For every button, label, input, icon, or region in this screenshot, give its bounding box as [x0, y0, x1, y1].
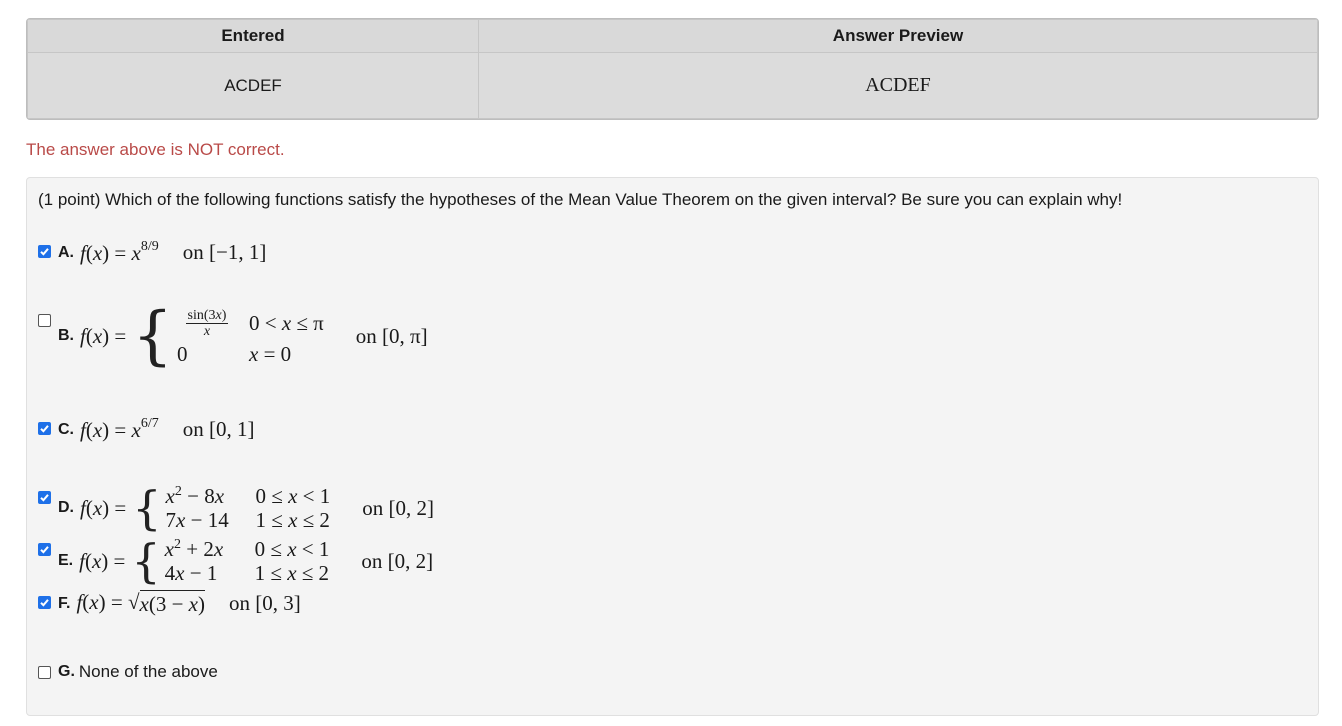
- option-a-formula: $f(x) = x^{8/9}$: [80, 239, 159, 265]
- option-b-interval: on [0, π]: [355, 323, 428, 348]
- option-c-label: C.: [58, 420, 74, 438]
- checkbox-option-a[interactable]: [38, 245, 51, 258]
- checkbox-option-f[interactable]: [38, 596, 51, 609]
- brace-icon: {: [132, 299, 173, 373]
- checkbox-option-e[interactable]: [38, 543, 51, 556]
- option-b-formula: f(x) =: [80, 323, 127, 348]
- option-g-label: G.: [58, 663, 75, 680]
- option-f-interval: on [0, 3]: [229, 591, 301, 615]
- answer-preview-value: ACDEF: [479, 53, 1318, 119]
- piecewise-d: $x^2 - 8x$ 0 ≤ x < 1 7x − 14 1 ≤ x ≤ 2: [165, 483, 331, 532]
- checkmark-icon: [39, 597, 50, 608]
- checkbox-option-d[interactable]: [38, 491, 51, 504]
- checkbox-option-b[interactable]: [38, 314, 51, 327]
- status-message: The answer above is NOT correct.: [26, 140, 285, 159]
- entered-value: ACDEF: [28, 53, 479, 119]
- checkmark-icon: [39, 246, 50, 257]
- checkbox-option-c[interactable]: [38, 422, 51, 435]
- problem-box: [26, 177, 1319, 716]
- checkmark-icon: [39, 544, 50, 555]
- question-text: (1 point) Which of the following functions satisfy the hypotheses of the Mean Value Theorem on the given interval? Be sure you can explain why!: [38, 190, 1123, 209]
- option-a-label: A.: [58, 243, 74, 261]
- checkmark-icon: [39, 492, 50, 503]
- option-c-interval: on [0, 1]: [182, 417, 255, 441]
- option-a-interval: on [−1, 1]: [182, 240, 267, 264]
- option-g-text: None of the above: [78, 662, 218, 681]
- brace-icon: {: [131, 534, 161, 588]
- option-f-label: F.: [58, 594, 71, 612]
- option-e-formula: f(x) =: [79, 548, 126, 573]
- checkmark-icon: [39, 423, 50, 434]
- piecewise-b: $\frac{\sin(3x)}{x}$ 0 < x ≤ π 0 x = 0: [176, 307, 324, 366]
- sqrt-icon: √: [127, 590, 140, 614]
- option-c-formula: $f(x) = x^{6/7}$: [80, 416, 159, 442]
- header-entered: Entered: [28, 20, 479, 53]
- checkbox-option-g[interactable]: [38, 666, 51, 679]
- option-e-interval: on [0, 2]: [361, 548, 434, 573]
- results-table: [26, 18, 1319, 120]
- option-f-formula: f(x) = √ x(3 − x): [76, 590, 205, 616]
- option-b-label: B.: [58, 327, 74, 344]
- header-answer-preview: Answer Preview: [479, 20, 1318, 53]
- option-e-label: E.: [58, 552, 74, 569]
- option-d-interval: on [0, 2]: [362, 495, 434, 520]
- brace-icon: {: [132, 481, 162, 535]
- piecewise-e: $x^2 + 2x$ 0 ≤ x < 1 4x − 1 1 ≤ x ≤ 2: [164, 536, 330, 585]
- option-d-formula: f(x) =: [80, 495, 127, 520]
- option-d-label: D.: [58, 499, 74, 516]
